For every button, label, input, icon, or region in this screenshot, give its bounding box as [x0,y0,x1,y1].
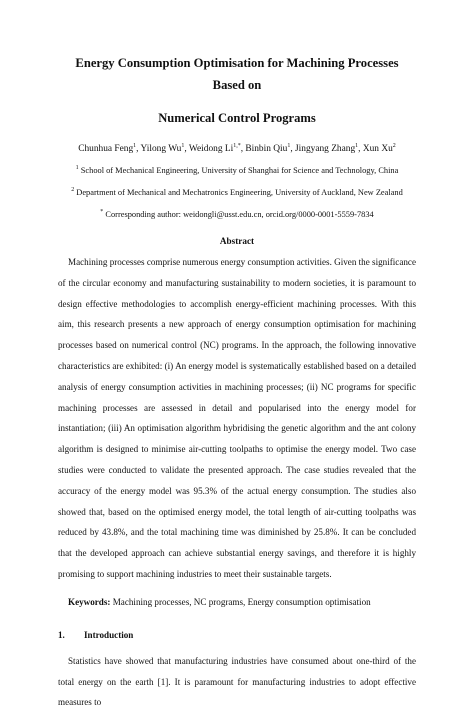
section-heading-introduction [58,628,416,642]
author-affiliation-mark: 1,* [233,142,241,149]
author-affiliation-mark: 2 [392,142,396,149]
affiliation-mark: 1 [75,165,79,172]
author-list: Chunhua Feng$^1$, Yilong Wu$^1$, Weidong $Li^{1,*}$, Binbin Qiu$^1$, Jingyang Zhang$^1$, Xun Xu$^2$ [78,142,396,154]
affiliation-line [58,187,416,199]
author-affiliation-mark: 1 [355,142,359,149]
section-title: Introduction [84,629,134,640]
abstract-text: Machining processes comprise numerous energy consumption activities. Given the significance of the circular economy and manufacturing sustainability to modern societies, it is paramount to design effective methodologies to accomplish energy-efficient machining processes. With this aim, this research presents a new approach of energy consumption optimisation for machining processes based on numerical control (NC) programs. In the approach, the following innovative characteristics are exhibited: (i) An energy model is systematically established based on a detailed analysis of energy consumption activities in machining processes; (ii) NC programs for specific machining processes are assessed in detail and popularised into the energy model for instantiation; (iii) An optimisation algorithm hybridising the genetic algorithm and the ant colony algorithm is designed to minimise air-cutting toolpaths to optimise the energy model. Two case studies were conducted to validate the presented approach. The case studies revealed that the accuracy of the energy model was 95.3% of the actual energy consumption. The studies also showed that, based on the optimised energy model, the total length of air-cutting toolpaths was reduced by 43.8%, and the total machining time was diminished by 25.8%. It can be concluded that the developed approach can achieve substantial energy savings, and therefore it is highly promising to support machining industries to meet their sustainable targets. [58,257,416,579]
affiliation-line [58,165,416,177]
affiliation-text: Department of Mechanical and Mechatronics Engineering, University of Auckland, New Zealand [74,188,403,197]
author-affiliation-mark: 1 [133,142,137,149]
author-affiliation-mark: 1 [181,142,185,149]
author-affiliation-mark: 1 [287,142,291,149]
keywords [58,595,416,609]
affiliation-mark: 2 [71,187,75,194]
author-name: Yilong Wu [140,144,182,154]
author-name: Weidong Li [188,144,234,154]
paper-title-line-2: Numerical Control Programs [158,111,316,125]
affiliation-text: School of Mechanical Engineering, University of Shanghai for Science and Technology, China [78,166,399,175]
author-name: Chunhua Feng [78,144,134,154]
affiliation-list [58,165,416,221]
keywords-text: Machining processes, NC programs, Energy consumption optimisation [112,596,371,607]
abstract-heading: Abstract [219,236,255,246]
author-name: Binbin Qiu [245,144,288,154]
section-number: 1. [58,629,65,640]
paper-title-line-1: Energy Consumption Optimisation for Machining Processes Based on [75,56,399,92]
author-name: Xun Xu [362,144,393,154]
affiliation-text: Corresponding author: weidongli@usst.edu.cn, orcid.org/0000-0001-5559-7834 [103,210,374,219]
introduction-text: Statistics have showed that manufacturing industries have consumed about one-third of the total energy on the earth [1]. It is paramount for manufacturing industries to adopt effective measures to [58,655,416,708]
affiliation-mark: * [100,209,104,216]
keywords-label: Keywords: [68,596,111,607]
author-name: Jingyang Zhang [295,144,356,154]
affiliation-line [58,209,416,221]
